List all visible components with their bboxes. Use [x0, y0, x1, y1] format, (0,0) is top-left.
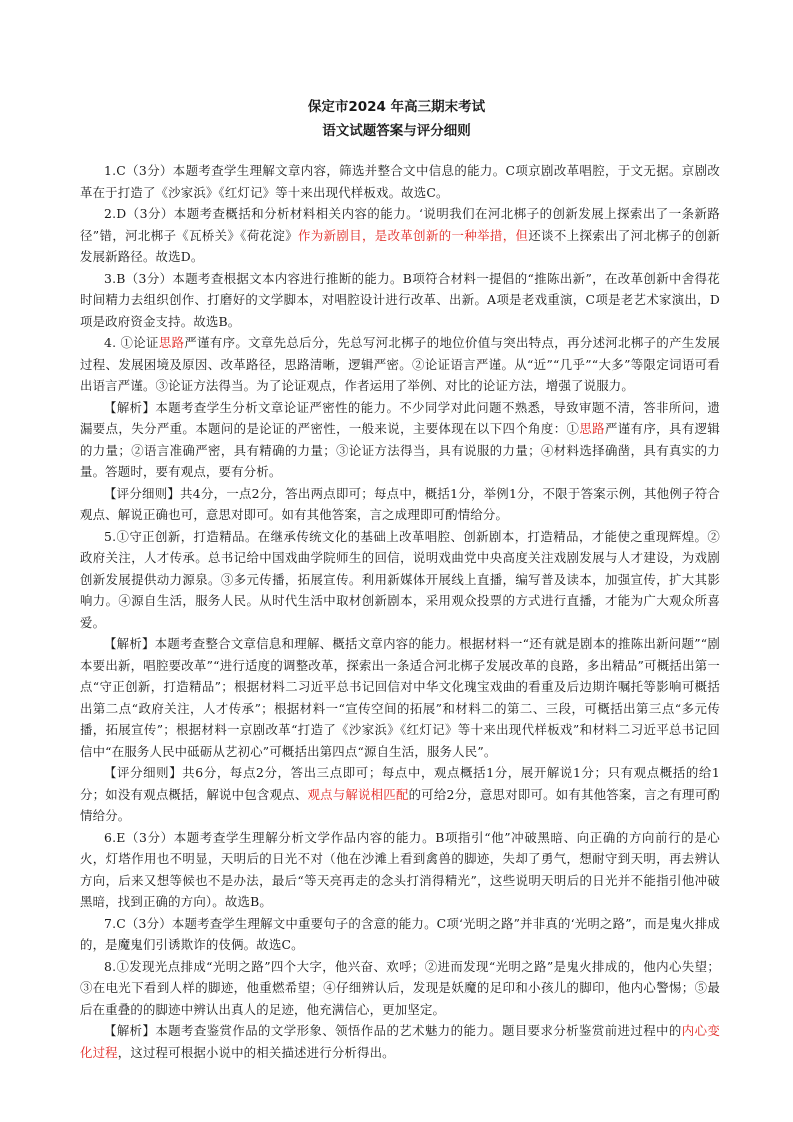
exam-title: 保定市2024 年高三期末考试: [307, 99, 486, 115]
answer-q7: 7.C（3分）本题考查学生理解文中重要句子的含意的能力。C项‘光明之路”并非真的‘光明之路”，而是鬼火排成的，是魔鬼们引诱欺诈的伎俩。故选C。: [80, 915, 720, 952]
scoring-q4: 【评分细则】共4分，一点2分，答出两点即可；每点中，概括1分，举例1分，不限于答案示例，其他例子符合观点、解说正确也可，意思对即可。如有其他答案，言之成理即可酌情给分。: [80, 485, 720, 522]
analysis-q5: 【解析】本题考查整合文章信息和理解、概括文章内容的能力。根据材料一“还有就是剧本的推陈出新问题”“剧本要出新，唱腔要改革”“进行适度的调整改革，探索出一条适合河北梆子发展改革的良路，多出精品”可概括出第一点“守正创新，打造精品”；根据材料二习近平总书记回信对中华文化瑰宝戏曲的看重及后边期许嘱托等影响可概括出第二点“政府关注，人才传承”；根据材料一“宣传空间的拓展”和材料二的第二、三段，可概括出第三点“多元传播，拓展宣传”；根据材料一京剧改革“打造了《沙家浜》《红灯记》等十来出现代样板戏”和材料二习近平总书记回信中“在服务人民中砥砺从艺初心”可概括出第四点“源自生活，服务人民”。: [80, 636, 720, 759]
highlight-text: 观点与解说相匹配: [307, 786, 409, 802]
answer-q3: 3.B（3分）本题考查根据文本内容进行推断的能力。B项符合材料一提倡的“推陈出新”，在改革创新中舍得花时间精力去组织创作、打磨好的文学脚本，对唱腔设计进行改革、出新。A项是老戏重演，C项是老艺术家演出，D项是政府资金支持。故选B。: [80, 270, 720, 329]
answer-q8: 8.①发现光点排成“光明之路”四个大字，他兴奋、欢呼；②进而发现“光明之路”是鬼火排成的，他内心失望；③在电光下看到人样的脚迹，他重燃希望；④仔细辨认后，发现是妖魔的足印和小孩儿的脚印，他内心警惕；⑤最后在重叠的的脚迹中辨认出真人的足迹，他充满信心，更加坚定。: [80, 958, 720, 1017]
header: [0, 95, 793, 143]
analysis-q4: 【解析】本题考查学生分析文章论证严密性的能力。不少同学对此问题不熟悉，导致审题不清，答非所问，遗漏要点，失分严重。本题问的是论证的严密性，一般来说，主要体现在以下四个角度：①思路严谨有序，具有逻辑的力量；②语言准确严密，具有精确的力量；③论证方法得当，具有说服的力量；④材料选择确凿，具有真实的力量。答题时，要有观点，要有分析。: [80, 399, 720, 479]
answer-q6: 6.E（3分）本题考查学生理解分析文学作品内容的能力。B项指引“他”冲破黑暗、向正确的方向前行的是心火，灯塔作用也不明显，天明后的日光不对（他在沙滩上看到禽兽的脚迹，失却了勇气，想耐守到天明，再去辨认方向，后来又想等候也不是办法，最后“等天亮再走的念头打消得精光”，这些说明天明后的日光并不能指引他冲破黑暗，找到正确的方向）。故选B。: [80, 829, 720, 909]
scoring-q5: 【评分细则】共6分，每点2分，答出三点即可；每点中，观点概括1分，展开解说1分；只有观点概括的给1分；如没有观点概括，解说中包含观点、观点与解说相匹配的可给2分，意思对即可。如有其他答案，言之有理可酌情给分。: [80, 765, 720, 823]
analysis-q8: 【解析】本题考查鉴赏作品的文学形象、领悟作品的艺术魅力的能力。题目要求分析鉴赏前进过程中的内心变化过程，这过程可根据小说中的相关描述进行分析得出。: [80, 1023, 721, 1060]
answer-q1: 1.C（3分）本题考查学生理解文章内容，筛选并整合文中信息的能力。C项京剧改革唱腔，于文无据。京剧改革在于打造了《沙家浜》《红灯记》等十来出现代样板戏。故选C。: [80, 163, 720, 200]
exam-subtitle: 语文试题答案与评分细则: [322, 123, 471, 139]
answer-q5: 5.①守正创新，打造精品。在继承传统文化的基础上改革唱腔、创新剧本，打造精品，才能使之重现辉煌。②政府关注，人才传承。总书记给中国戏曲学院师生的回信，说明戏曲党中央高度关注戏剧发展与人才建设，为戏剧创新发展提供动力源泉。③多元传播，拓展宣传。利用新媒体开展线上直播，编写普及读本，加强宣传，扩大其影响力。④源自生活，服务人民。从时代生活中取材创新剧本，采用观众投票的方式进行直播，才能为广大观众所喜爱。: [80, 528, 720, 630]
highlight-text: 思路: [579, 421, 605, 436]
highlight-text: 内心变化过程: [80, 1023, 721, 1060]
answer-body: [80, 160, 720, 1063]
highlight-text: 思路: [158, 335, 185, 350]
highlight-text: 作为新剧目，是改革创新的一种举措，但: [298, 227, 529, 243]
answer-q4: 4. ①论证思路严谨有序。文章先总后分，先总写河北梆子的地位价值与突出特点，再分述河北梆子的产生发展过程、发展困境及原因、改革路径，思路清晰，逻辑严密。②论证语言严谨。从“近”“几乎”“大多”等限定词语可看出语言严谨。③论证方法得当。为了论证观点，作者运用了举例、对比的论证方法，增强了说服力。: [80, 335, 720, 393]
answer-q2: 2.D（3分）本题考查概括和分析材料相关内容的能力。‘说明我们在河北梆子的创新发展上探索出了一条新路径”错，河北梆子《瓦桥关》《荷花淀》作为新剧目，是改革创新的一种举措，但还谈不上探索出了河北梆子的创新发展新路径。故选D。: [80, 206, 721, 264]
